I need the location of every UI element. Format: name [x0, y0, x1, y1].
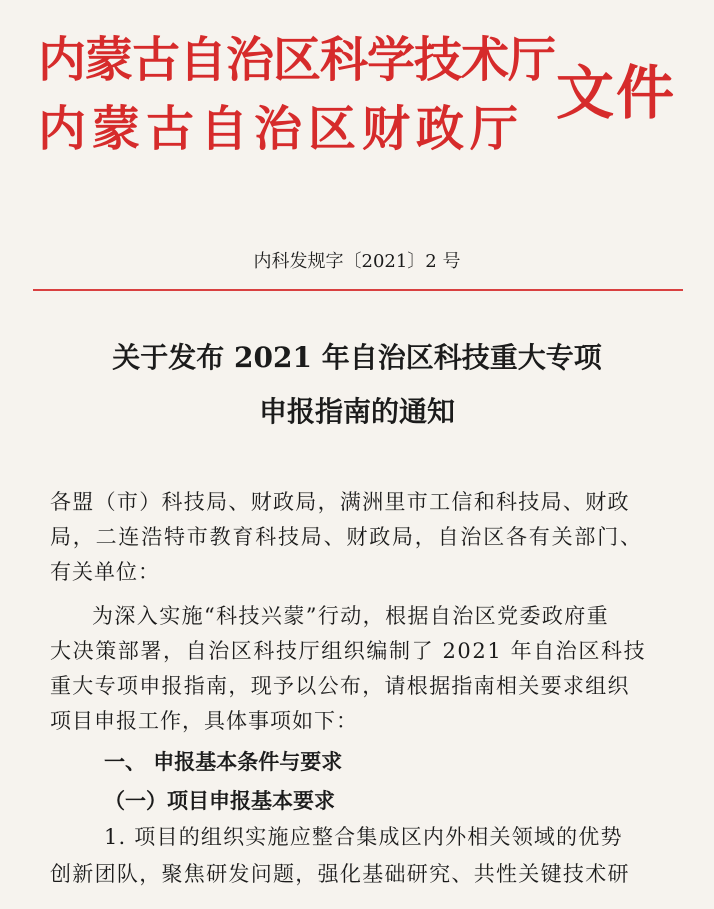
item-line: 创新团队，聚焦研发问题，强化基础研究、共性关键技术研	[50, 862, 630, 886]
salutation-line: 局，二连浩特市教育科技局、财政局，自治区各有关部门、	[50, 525, 643, 549]
salutation-line: 有关单位：	[50, 560, 160, 584]
document-number: 内科发规字〔2021〕2 号	[253, 251, 461, 272]
document-title-line-1: 关于发布 2021 年自治区科技重大专项	[112, 341, 602, 374]
red-divider-line	[33, 289, 683, 291]
subsection-heading: （一）项目申报基本要求	[104, 789, 335, 813]
intro-line: 项目申报工作，具体事项如下：	[50, 709, 358, 733]
issuing-org-line-2: 内蒙古自治区财政厅	[38, 101, 525, 157]
intro-line: 重大专项申报指南，现予以公布，请根据指南相关要求组织	[50, 674, 630, 698]
document-type-label: 文件	[556, 59, 677, 127]
issuing-org-line-1: 内蒙古自治区科学技术厅	[38, 32, 556, 88]
intro-line: 为深入实施“科技兴蒙”行动，根据自治区党委政府重	[92, 604, 610, 628]
intro-line: 大决策部署，自治区科技厅组织编制了 2021 年自治区科技	[50, 639, 647, 663]
item-line: 1. 项目的组织实施应整合集成区内外相关领域的优势	[104, 825, 623, 849]
section-heading: 一、 申报基本条件与要求	[104, 750, 343, 774]
document-title-line-2: 申报指南的通知	[258, 395, 455, 428]
salutation-line: 各盟（市）科技局、财政局，满洲里市工信和科技局、财政	[50, 490, 630, 514]
